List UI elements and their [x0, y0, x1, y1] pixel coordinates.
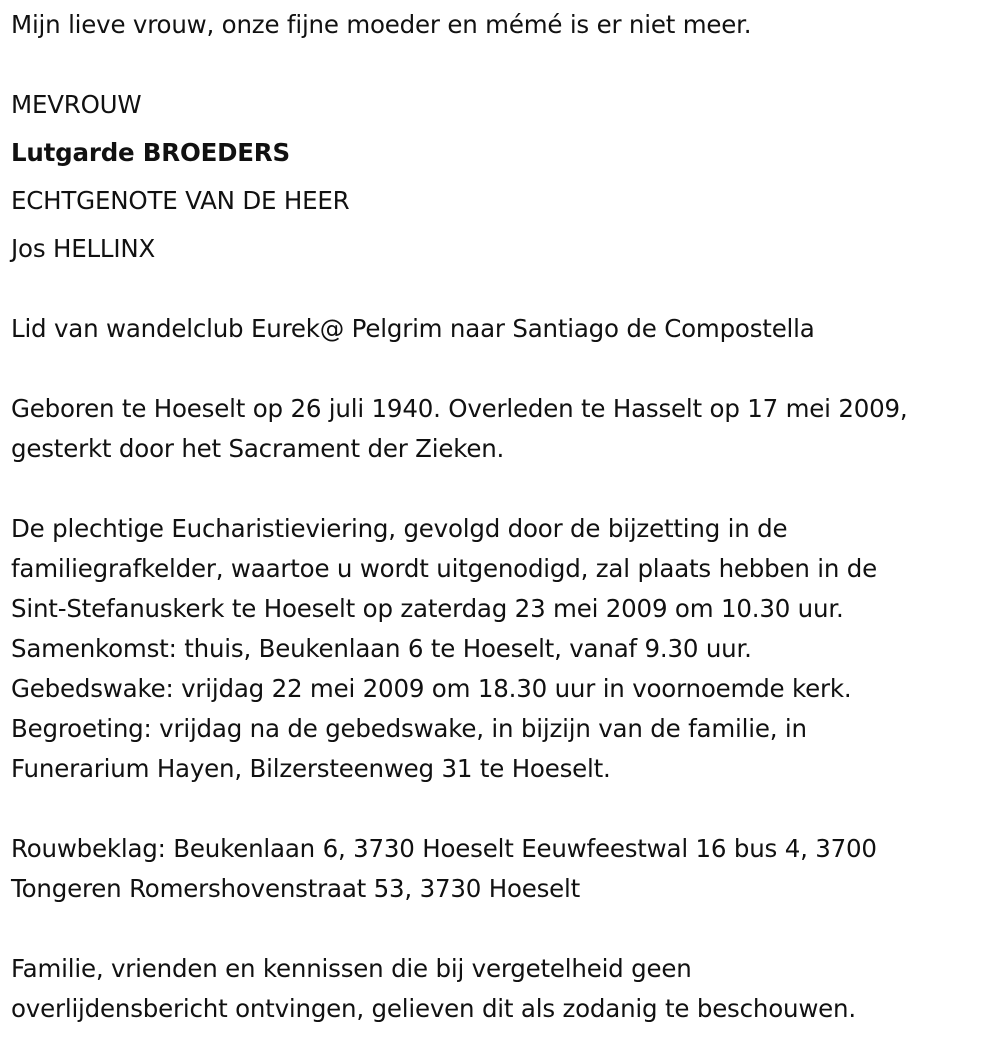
title-prefix: MEVROUW [11, 90, 142, 119]
intro-text: Mijn lieve vrouw, onze fijne moeder en mémé is er niet meer. [11, 10, 752, 39]
paragraph-line: overlijdensbericht ontvingen, gelieven dit als zodanig te beschouwen. [11, 994, 856, 1023]
closing-paragraph [11, 949, 1000, 1029]
deceased-name: Lutgarde BROEDERS [11, 138, 290, 167]
paragraph-line: Funerarium Hayen, Bilzersteenweg 31 te Hoeselt. [11, 754, 611, 783]
paragraph-line: familiegrafkelder, waartoe u wordt uitgenodigd, zal plaats hebben in de [11, 554, 878, 583]
spouse-name: Jos HELLINX [11, 234, 156, 263]
paragraph-line: Begroeting: vrijdag na de gebedswake, in bijzijn van de familie, in [11, 714, 807, 743]
paragraph-line: Samenkomst: thuis, Beukenlaan 6 te Hoeselt, vanaf 9.30 uur. [11, 634, 752, 663]
spacer [11, 789, 1000, 829]
spouse-label: ECHTGENOTE VAN DE HEER [11, 186, 350, 215]
paragraph-line: Tongeren Romershovenstraat 53, 3730 Hoeselt [11, 874, 581, 903]
birth-death-paragraph [11, 389, 1000, 469]
ceremony-paragraph [11, 509, 1000, 789]
paragraph-line: Familie, vrienden en kennissen die bij vergetelheid geen [11, 954, 692, 983]
membership-text: Lid van wandelclub Eurek@ Pelgrim naar Santiago de Compostella [11, 314, 815, 343]
paragraph-line: Geboren te Hoeselt op 26 juli 1940. Overleden te Hasselt op 17 mei 2009, [11, 394, 908, 423]
paragraph-line: gesterkt door het Sacrament der Zieken. [11, 434, 505, 463]
condolences-paragraph [11, 829, 1000, 909]
spacer [11, 273, 1000, 309]
paragraph-line: Sint-Stefanuskerk te Hoeselt op zaterdag 23 mei 2009 om 10.30 uur. [11, 594, 844, 623]
spacer [11, 469, 1000, 509]
spacer [11, 349, 1000, 389]
paragraph-line: Gebedswake: vrijdag 22 mei 2009 om 18.30 uur in voornoemde kerk. [11, 674, 852, 703]
spacer [11, 45, 1000, 81]
spacer [11, 909, 1000, 949]
paragraph-line: Rouwbeklag: Beukenlaan 6, 3730 Hoeselt Eeuwfeestwal 16 bus 4, 3700 [11, 834, 877, 863]
paragraph-line: De plechtige Eucharistieviering, gevolgd door de bijzetting in de [11, 514, 788, 543]
